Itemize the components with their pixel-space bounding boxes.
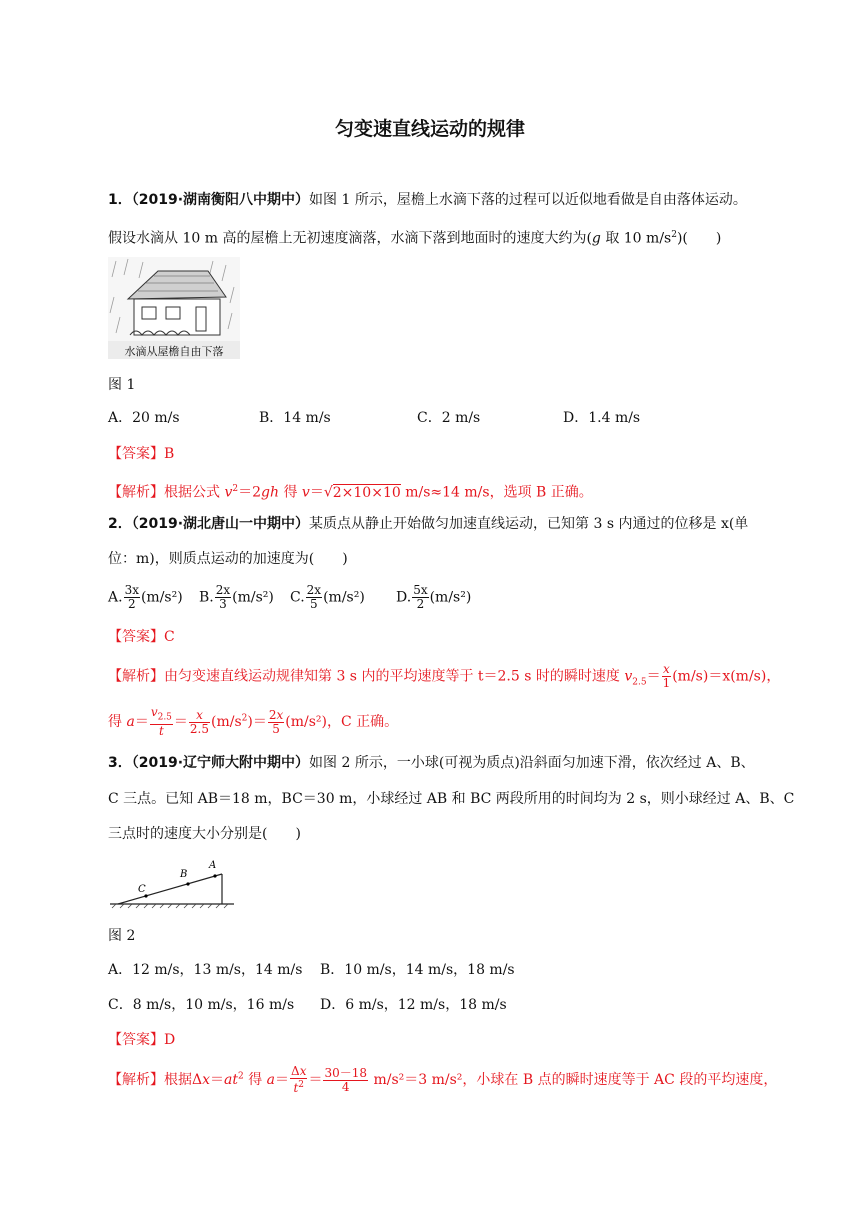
q2-number: 2． [108,516,132,532]
q1-analysis-b: 得 [279,484,302,501]
q3-answer-value: D [164,1032,176,1048]
q2-option-d-num: 5x [413,583,428,597]
q3-option-b[interactable]: B．10 m/s，14 m/s，18 m/s [320,962,515,978]
q2-option-c-den: 5 [310,597,318,611]
q3-source: （2019·辽宁师大附中期中） [131,755,310,771]
point-a-label: A [209,860,217,871]
q3-option-d[interactable]: D．6 m/s，12 m/s，18 m/s [320,997,507,1013]
q1-text1: 如图 1 所示，屋檐上水滴下落的过程可以近似地看做是自由落体运动。 [309,192,747,208]
q2-analysis-text1: 由匀变速直线运动规律知第 3 s 内的平均速度等于 t＝2.5 s 时的瞬时速度 [164,668,625,685]
q2-option-d[interactable] [396,584,471,611]
q1-answer [108,444,788,464]
q2-analysis-text1-end: (m/s)＝x(m/s)， [672,668,781,685]
q3-figure-label: 图 2 [108,928,136,944]
q1-number: 1． [108,192,132,208]
q1-figure-caption: 水滴从屋檐自由下落 [124,345,224,358]
q2-option-d-unit: (m/s²) [429,589,472,606]
q1-source: （2019·湖南衡阳八中期中） [131,192,310,208]
q1-analysis-a: 根据公式 [164,484,225,501]
q1-text2d: )( ) [676,230,722,247]
q3-figure-slope [108,856,236,912]
q2-answer-tag: 【答案】 [108,629,164,645]
q3-answer-tag: 【答案】 [108,1032,164,1048]
q2-analysis-line2: 得 a＝ $\frac{v_{2.5}}{t}$ ＝ $\frac{x}{2.5}$ $(m/s^2)=$ $\frac{2x}{5}$ (m/s²)，C 正确。 [108,705,399,739]
point-c-label: C [138,884,146,895]
q3-analysis-text: m/s²＝3 m/s²，小球在 B 点的瞬时速度等于 AC 段的平均速度， [373,1072,778,1088]
q3-answer [108,1030,788,1050]
q2-option-b[interactable] [199,584,274,611]
q1-line2: 假设水滴从 10 m 高的屋檐上无初速度滴落，水滴下落到地面时的速度大约为(g 取 10 $m/s^2$)( ) [108,230,722,247]
q2-option-a-num: 3x [124,583,139,597]
page-title: 匀变速直线运动的规律 [334,118,525,140]
q3-option-a[interactable]: A．12 m/s，13 m/s，14 m/s [108,962,303,978]
q2-option-a-den: 2 [127,597,136,611]
q1-text2b: g [591,230,601,247]
q1-option-a[interactable]: A．20 m/s [108,410,180,426]
q3-line2: C 三点。已知 AB＝18 m，BC＝30 m，小球经过 AB 和 BC 两段所用的时间均为 2 s，则小球经过 A、B、C [108,791,795,807]
q2-option-d-den: 2 [416,597,425,611]
q1-answer-tag: 【答案】 [108,446,164,462]
q3-line1 [108,753,788,773]
q2-source: （2019·湖北唐山一中期中） [131,516,310,532]
q2-options [108,580,788,616]
q1-option-c[interactable]: C．2 m/s [417,410,481,426]
q2-option-b-letter: B. [199,589,214,606]
q2-option-d-letter: D. [396,589,412,606]
incline-diagram [108,856,236,912]
q1-analysis-d: m/s≈14 m/s，选项 B 正确。 [400,484,593,501]
q2-option-a[interactable] [108,584,183,611]
q2-line2: 位：m)，则质点运动的加速度为( ) [108,551,348,567]
q2-answer-value: C [164,629,175,645]
q2-option-c[interactable] [290,584,365,611]
q1-analysis-sqrt: 2×10×10 [332,484,401,501]
q2-analysis-line1: 【解析】由匀变速直线运动规律知第 3 s 内的平均速度等于 t＝2.5 s 时的瞬时速度 $v_{2.5}=$ $\frac{x}{1}$ (m/s)＝x(m/s)， [108,662,781,690]
q2-option-a-letter: A. [108,589,123,606]
q3-line3: 三点时的速度大小分别是( ) [108,826,301,842]
q2-option-c-letter: C. [290,589,305,606]
q2-option-b-num: 2x [215,583,231,597]
q1-text2c: 取 10 m/s [600,230,672,247]
point-b-label: B [180,869,188,880]
q1-figure-house [108,257,240,359]
q1-option-b[interactable]: B．14 m/s [259,410,331,426]
q1-option-d[interactable]: D．1.4 m/s [563,410,641,426]
q2-option-b-unit: (m/s²) [232,589,274,606]
q3-option-c[interactable]: C．8 m/s，10 m/s，16 m/s [108,997,295,1013]
q2-line1 [108,514,788,534]
q3-number: 3． [108,755,132,771]
q2-option-c-num: 2x [306,583,322,597]
q1-figure-label: 图 1 [108,377,136,393]
q1-analysis: 【解析】根据公式 $v^2=2gh$ 得 v＝√2×10×10 m/s≈14 m/s，选项 B 正确。 [108,484,593,501]
q2-answer [108,627,788,647]
q2-option-a-unit: (m/s²) [140,589,183,606]
q1-text2a: 假设水滴从 10 m 高的屋檐上无初速度滴落，水滴下落到地面时的速度大约为( [108,230,592,247]
q1-analysis-tag: 【解析】 [108,484,164,501]
q1-line1 [108,190,788,210]
q2-analysis-text2-end: (m/s²)，C 正确。 [285,714,399,731]
q2-option-b-den: 3 [219,597,227,611]
q2-analysis-tag: 【解析】 [108,668,164,685]
q3-text1: 如图 2 所示，一小球(可视为质点)沿斜面匀加速下滑，依次经过 A、B、 [309,755,755,771]
q3-analysis: 【解析】根据$\Delta x=at^2$ 得 a＝ $\frac{\Delta x}{t^2}$ ＝ $\frac{30-18}{4}$ m/s²＝3 m/s²，小球在 B 点的瞬时速度等于 AC 段的平均速度， [108,1064,778,1095]
q3-analysis-tag: 【解析】 [108,1072,164,1088]
q1-answer-value: B [164,446,175,462]
q2-text1: 某质点从静止开始做匀加速直线运动，已知第 3 s 内通过的位移是 x(单 [309,516,749,532]
q2-option-c-unit: (m/s²) [323,589,365,606]
